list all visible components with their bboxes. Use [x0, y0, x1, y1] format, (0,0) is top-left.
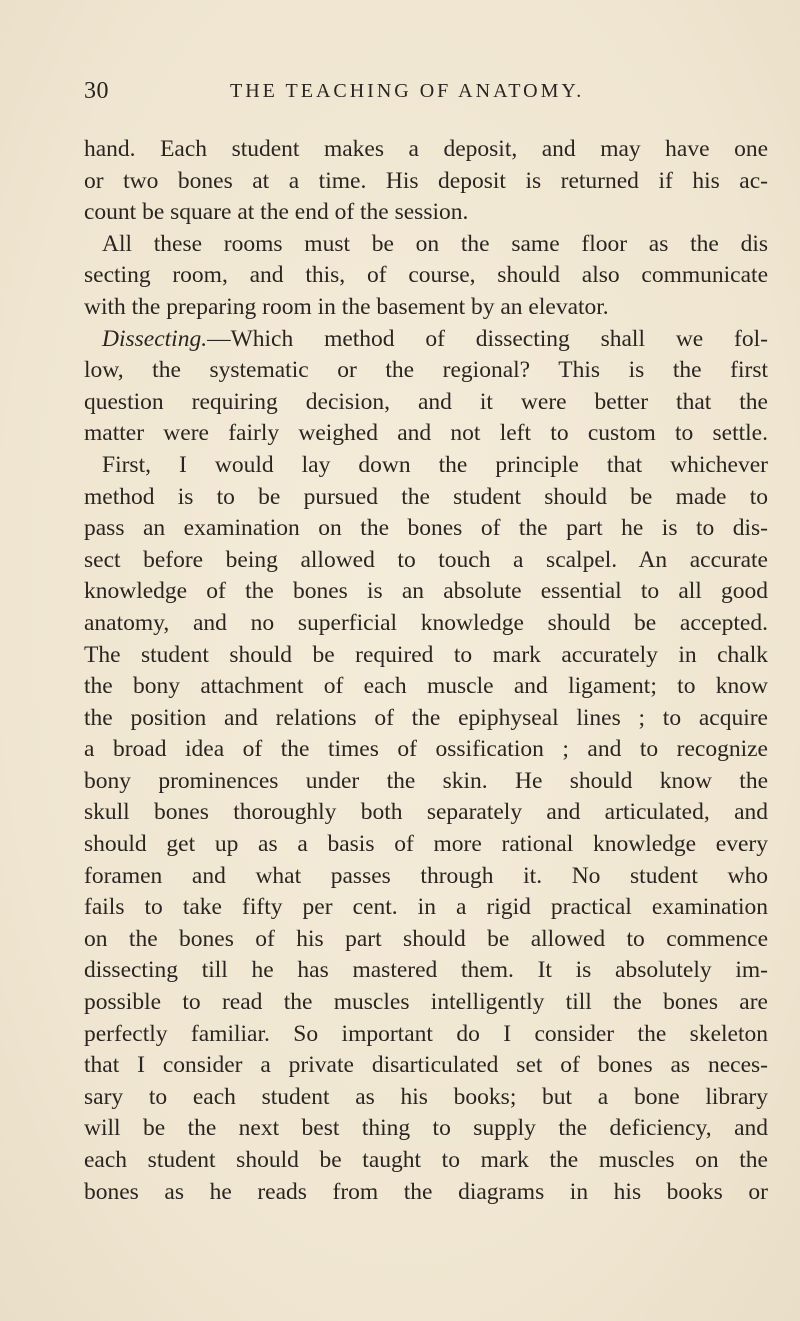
text-line: will be the next best thing to supply the deficiency, and	[84, 1115, 768, 1142]
text-line: dissecting till he has mastered them. It is absolutely im-	[84, 957, 768, 984]
section-heading: Dissecting.	[102, 325, 208, 352]
text-line: knowledge of the bones is an absolute essential to all good	[84, 578, 768, 605]
text-line: count be square at the end of the session.	[84, 199, 469, 226]
page-header	[84, 78, 752, 110]
text-line: fails to take fifty per cent. in a rigid practical examination	[84, 894, 768, 921]
text-line: low, the systematic or the regional? This is the first	[84, 357, 768, 384]
text-line: —Which method of dissecting shall we fol-	[207, 325, 768, 352]
text-line: with the preparing room in the basement by an elevator.	[84, 293, 609, 320]
text-line: method is to be pursued the student should be made to	[84, 483, 768, 510]
text-line: that I consider a private disarticulated set of bones as neces-	[84, 1052, 768, 1079]
text-line: the position and relations of the epiphyseal lines ; to acquire	[84, 704, 768, 731]
text-line: bones as he reads from the diagrams in his books or	[84, 1178, 768, 1205]
page-number: 30	[84, 78, 109, 104]
text-line: pass an examination on the bones of the part he is to dis-	[84, 515, 768, 542]
text-line: skull bones thoroughly both separately and articulated, and	[84, 799, 768, 826]
text-line: question requiring decision, and it were better that the	[84, 388, 768, 415]
body-text	[84, 134, 768, 1208]
running-head: THE TEACHING OF ANATOMY.	[230, 80, 585, 102]
text-line: matter were fairly weighed and not left to custom to settle.	[84, 420, 768, 447]
text-line: All these rooms must be on the same floor as the dis	[102, 230, 768, 257]
section-paragraph-start	[84, 324, 768, 356]
text-line: bony prominences under the skin. He should know the	[84, 767, 768, 794]
text-line: foramen and what passes through it. No student who	[84, 862, 768, 889]
text-line: The student should be required to mark accurately in chalk	[84, 641, 768, 668]
text-line: on the bones of his part should be allowed to commence	[84, 925, 768, 952]
text-line: anatomy, and no superficial knowledge should be accepted.	[84, 609, 768, 636]
text-line: the bony attachment of each muscle and ligament; to know	[84, 673, 768, 700]
text-line: hand. Each student makes a deposit, and may have one	[84, 136, 768, 162]
text-line: sect before being allowed to touch a scalpel. An accurate	[84, 546, 768, 573]
text-line: First, I would lay down the principle that whichever	[102, 451, 768, 478]
text-line: perfectly familiar. So important do I consider the skeleton	[84, 1020, 768, 1047]
text-line: secting room, and this, of course, should also communicate	[84, 262, 768, 289]
text-line: should get up as a basis of more rational knowledge every	[84, 831, 768, 858]
text-line: each student should be taught to mark the muscles on the	[84, 1147, 768, 1173]
text-line: a broad idea of the times of ossification ; and to recognize	[84, 736, 768, 763]
text-line: sary to each student as his books; but a bone library	[84, 1083, 768, 1110]
text-line: or two bones at a time. His deposit is returned if his ac-	[84, 167, 768, 194]
text-line: possible to read the muscles intelligently till the bones are	[84, 989, 768, 1016]
